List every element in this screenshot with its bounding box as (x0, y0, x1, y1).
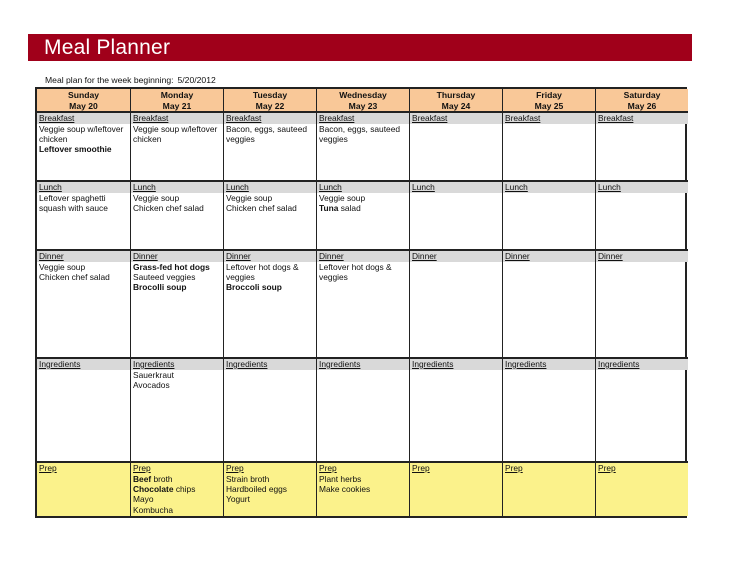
breakfast-label: Breakfast (317, 113, 409, 124)
meal-item: Chicken chef salad (39, 272, 110, 283)
day-date: May 25 (534, 100, 564, 111)
day-column-wednesday (316, 89, 409, 516)
prep-cell[interactable] (131, 463, 223, 516)
meal-item: Kombucha (133, 504, 174, 515)
ingredients-label: Ingredients (317, 359, 409, 370)
dinner-label: Dinner (317, 251, 409, 262)
day-date: May 24 (441, 100, 471, 111)
ingredients-label: Ingredients (224, 359, 316, 370)
meal-item: Leftover hot dogs & (226, 262, 299, 272)
prep-label: Prep (224, 463, 316, 474)
prep-label: Prep (37, 463, 130, 474)
day-column-sunday (37, 89, 130, 516)
dinner-items (317, 262, 409, 282)
day-date: May 23 (348, 100, 378, 111)
breakfast-items (224, 124, 316, 144)
lunch-items (37, 193, 130, 213)
prep-label: Prep (503, 463, 595, 474)
lunch-label: Lunch (131, 182, 223, 193)
day-name: Wednesday (339, 90, 387, 100)
meal-item: Chocolate chips (133, 484, 196, 495)
lunch-cell[interactable] (410, 182, 502, 251)
day-date: May 26 (627, 100, 657, 111)
meal-item: Grass-fed hot dogs (133, 262, 210, 272)
breakfast-label: Breakfast (131, 113, 223, 124)
ingredients-cell[interactable] (317, 359, 409, 463)
week-label: Meal plan for the week beginning: (45, 75, 174, 85)
ingredients-label: Ingredients (410, 359, 502, 370)
breakfast-items (37, 124, 130, 155)
day-date: May 21 (162, 100, 192, 111)
ingredients-cell[interactable] (224, 359, 316, 463)
lunch-cell[interactable] (317, 182, 409, 251)
prep-label: Prep (596, 463, 688, 474)
dinner-cell[interactable] (410, 251, 502, 359)
dinner-items (131, 262, 223, 293)
day-name: Monday (160, 90, 194, 100)
meal-item: chicken (39, 134, 68, 145)
meal-item: Leftover spaghetti (39, 193, 106, 203)
breakfast-cell[interactable] (37, 113, 130, 182)
breakfast-cell[interactable] (503, 113, 595, 182)
meal-item: veggies (319, 134, 348, 145)
dinner-label: Dinner (596, 251, 688, 262)
dinner-cell[interactable] (131, 251, 223, 359)
meal-item: Veggie soup w/leftover (39, 124, 124, 134)
prep-cell[interactable] (596, 463, 688, 516)
dinner-cell[interactable] (596, 251, 688, 359)
prep-label: Prep (410, 463, 502, 474)
day-column-thursday (409, 89, 502, 516)
dinner-label: Dinner (410, 251, 502, 262)
meal-item: Plant herbs (319, 474, 362, 484)
meal-item: Veggie soup (319, 193, 366, 203)
lunch-label: Lunch (317, 182, 409, 193)
dinner-label: Dinner (37, 251, 130, 262)
dinner-label: Dinner (131, 251, 223, 262)
meal-item: Leftover smoothie (39, 144, 112, 155)
meal-item: Veggie soup w/leftover (133, 124, 218, 134)
meal-item: Leftover hot dogs & (319, 262, 392, 272)
title-banner (28, 34, 692, 61)
breakfast-cell[interactable] (317, 113, 409, 182)
dinner-items (37, 262, 130, 282)
day-column-monday (130, 89, 223, 516)
meal-item: Yogurt (226, 494, 250, 505)
meal-item: Sauerkraut (133, 370, 174, 380)
lunch-label: Lunch (503, 182, 595, 193)
ingredients-items (131, 370, 223, 390)
lunch-items (317, 193, 409, 213)
meal-item: Strain broth (226, 474, 270, 484)
day-name: Friday (536, 90, 562, 100)
breakfast-label: Breakfast (224, 113, 316, 124)
prep-items (131, 474, 223, 515)
breakfast-cell[interactable] (131, 113, 223, 182)
meal-item: Chicken chef salad (133, 203, 204, 214)
day-header (37, 89, 130, 113)
lunch-items (131, 193, 223, 213)
day-date: May 20 (69, 100, 98, 111)
day-name: Sunday (67, 90, 100, 100)
ingredients-cell[interactable] (596, 359, 688, 463)
lunch-label: Lunch (596, 182, 688, 193)
lunch-label: Lunch (224, 182, 316, 193)
day-header (317, 89, 409, 113)
meal-item: Tuna salad (319, 203, 361, 214)
day-header (224, 89, 316, 113)
lunch-cell[interactable] (596, 182, 688, 251)
breakfast-items (131, 124, 223, 144)
day-header (596, 89, 688, 113)
meal-item: squash with sauce (39, 203, 108, 214)
dinner-label: Dinner (224, 251, 316, 262)
breakfast-label: Breakfast (596, 113, 688, 124)
day-header (410, 89, 502, 113)
ingredients-cell[interactable] (131, 359, 223, 463)
dinner-cell[interactable] (503, 251, 595, 359)
meal-item: Bacon, eggs, sauteed (226, 124, 308, 134)
meal-item: Bacon, eggs, sauteed (319, 124, 401, 134)
prep-cell[interactable] (410, 463, 502, 516)
prep-label: Prep (131, 463, 223, 474)
meal-item: Sauteed veggies (133, 272, 196, 283)
lunch-label: Lunch (410, 182, 502, 193)
dinner-label: Dinner (503, 251, 595, 262)
breakfast-label: Breakfast (503, 113, 595, 124)
breakfast-cell[interactable] (410, 113, 502, 182)
day-date: May 22 (255, 100, 285, 111)
dinner-cell[interactable] (37, 251, 130, 359)
lunch-cell[interactable] (37, 182, 130, 251)
ingredients-cell[interactable] (37, 359, 130, 463)
lunch-items (224, 193, 316, 213)
prep-label: Prep (317, 463, 409, 474)
day-column-friday (502, 89, 595, 516)
lunch-cell[interactable] (503, 182, 595, 251)
day-column-saturday (595, 89, 688, 516)
prep-cell[interactable] (37, 463, 130, 516)
breakfast-cell[interactable] (596, 113, 688, 182)
breakfast-label: Breakfast (37, 113, 130, 124)
meal-item: veggies (226, 134, 255, 145)
breakfast-cell[interactable] (224, 113, 316, 182)
ingredients-cell[interactable] (503, 359, 595, 463)
meal-item: chicken (133, 134, 162, 145)
week-beginning (45, 75, 216, 85)
meal-item: veggies (319, 272, 348, 283)
ingredients-label: Ingredients (37, 359, 130, 370)
dinner-items (224, 262, 316, 293)
meal-item: Chicken chef salad (226, 203, 297, 214)
breakfast-items (317, 124, 409, 144)
ingredients-cell[interactable] (410, 359, 502, 463)
page-title: Meal Planner (44, 36, 171, 59)
lunch-cell[interactable] (224, 182, 316, 251)
prep-items (224, 474, 316, 505)
day-header (503, 89, 595, 113)
meal-item: Veggie soup (133, 193, 180, 203)
meal-item: Veggie soup (226, 193, 273, 203)
meal-item: Hardboiled eggs (226, 484, 287, 495)
day-name: Saturday (623, 90, 661, 100)
ingredients-label: Ingredients (596, 359, 688, 370)
meal-item: Brocolli soup (133, 282, 187, 293)
breakfast-label: Breakfast (410, 113, 502, 124)
lunch-cell[interactable] (131, 182, 223, 251)
dinner-cell[interactable] (317, 251, 409, 359)
lunch-label: Lunch (37, 182, 130, 193)
day-name: Tuesday (252, 90, 288, 100)
week-date: 5/20/2012 (177, 75, 216, 85)
prep-cell[interactable] (503, 463, 595, 516)
meal-item: Beef broth (133, 474, 173, 484)
dinner-cell[interactable] (224, 251, 316, 359)
day-name: Thursday (436, 90, 476, 100)
ingredients-label: Ingredients (503, 359, 595, 370)
meal-item: Broccoli soup (226, 282, 282, 293)
meal-item: veggies (226, 272, 255, 283)
meal-item: Make cookies (319, 484, 371, 495)
day-column-tuesday (223, 89, 316, 516)
meal-item: Mayo (133, 494, 154, 505)
meal-item: Veggie soup (39, 262, 86, 272)
prep-cell[interactable] (224, 463, 316, 516)
prep-cell[interactable] (317, 463, 409, 516)
ingredients-label: Ingredients (131, 359, 223, 370)
meal-grid (35, 87, 687, 518)
meal-item: Avocados (133, 380, 170, 391)
prep-items (317, 474, 409, 494)
day-header (131, 89, 223, 113)
